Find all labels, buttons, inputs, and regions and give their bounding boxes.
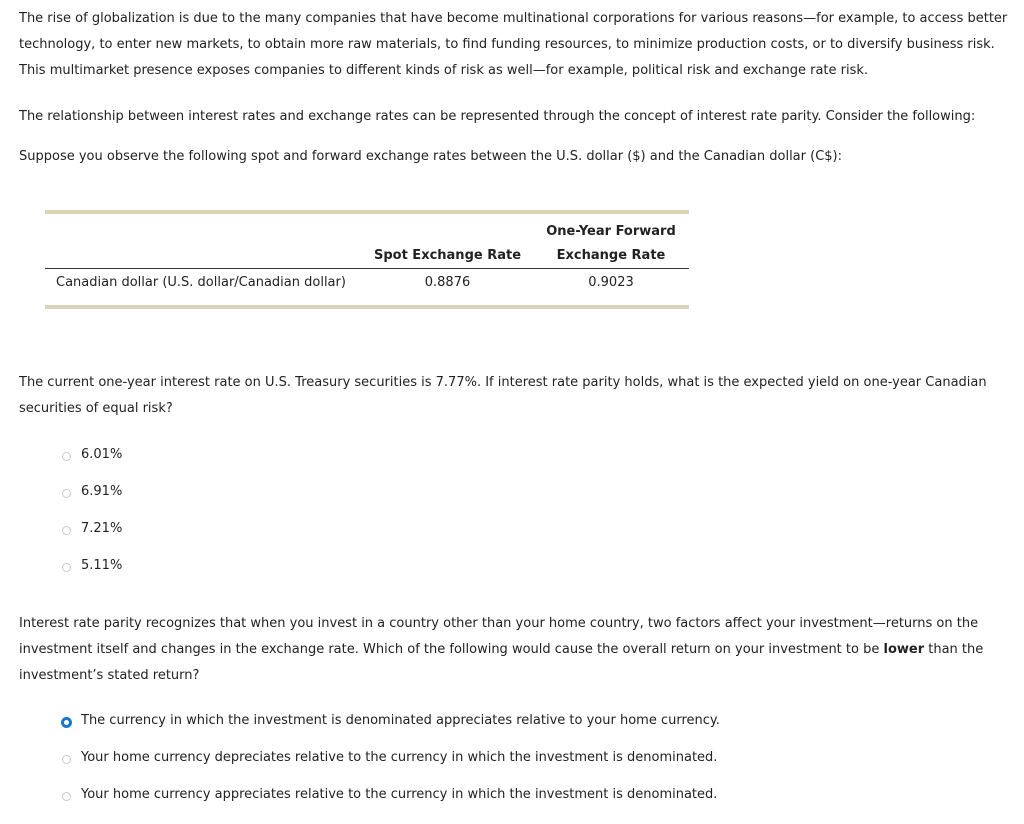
- radio-button[interactable]: [62, 792, 71, 801]
- intro-paragraph: The rise of globalization is due to the many companies that have become multinational corporations for various reasons—for example, to access better technology, to enter new markets, to obtain more raw materials, to find funding resources, to minimize production costs, or to diversify business risk. This multimarket presence exposes companies to different kinds of risk as well—for example, political risk and exchange rate risk.: [19, 11, 1008, 78]
- irp-intro-paragraph: The relationship between interest rates and exchange rates can be represented through the concept of interest rate parity. Consider the following:: [19, 109, 976, 124]
- option-label: Your home currency depreciates relative to the currency in which the investment is denominated.: [81, 750, 718, 765]
- table-top-rule: [45, 210, 689, 214]
- option-label: 5.11%: [81, 558, 123, 573]
- table-header-rule: [45, 268, 689, 269]
- question1-text: The current one-year interest rate on U.S. Treasury securities is 7.77%. If interest rate parity holds, what is the expected yield on one-year Canadian securities of equal risk?: [19, 375, 987, 416]
- q1-option[interactable]: [62, 556, 122, 576]
- forward-value: 0.9023: [588, 275, 634, 290]
- option-label: 6.01%: [81, 447, 123, 462]
- radio-button[interactable]: [62, 755, 71, 764]
- q2-option[interactable]: [62, 711, 720, 731]
- q1-option[interactable]: [62, 519, 122, 539]
- radio-button-selected[interactable]: [61, 717, 72, 728]
- exchange-rate-table: [45, 210, 689, 290]
- question2-text-bold: lower: [883, 642, 925, 657]
- header-forward-line2: Exchange Rate: [556, 248, 666, 263]
- q1-option[interactable]: [62, 445, 122, 465]
- option-label: The currency in which the investment is denominated appreciates relative to your home currency.: [81, 713, 720, 728]
- suppose-paragraph: Suppose you observe the following spot and forward exchange rates between the U.S. dollar ($) and the Canadian dollar (C$):: [19, 149, 842, 164]
- question2-text-before: Interest rate parity recognizes that when you invest in a country other than your home country, two factors affect your investment—returns on the investment itself and changes in the exchange rate. Which of the following would cause the overall return on your investment to be: [19, 616, 979, 657]
- q1-option[interactable]: [62, 482, 122, 502]
- radio-button[interactable]: [62, 489, 71, 498]
- option-label: 6.91%: [81, 484, 123, 499]
- spot-value: 0.8876: [424, 275, 471, 290]
- question2-text-after: than the investment’s stated return?: [19, 642, 984, 683]
- option-label: Your home currency appreciates relative to the currency in which the investment is denominated.: [81, 787, 718, 802]
- row-label: Canadian dollar (U.S. dollar/Canadian dollar): [56, 275, 346, 290]
- table-bottom-rule: [45, 305, 689, 309]
- header-forward-line1: One-Year Forward: [546, 224, 676, 239]
- q2-option[interactable]: [62, 748, 717, 768]
- option-label: 7.21%: [81, 521, 123, 536]
- radio-button[interactable]: [62, 526, 71, 535]
- radio-button[interactable]: [62, 452, 71, 461]
- header-spot: Spot Exchange Rate: [373, 248, 522, 263]
- radio-button[interactable]: [62, 563, 71, 572]
- q2-option[interactable]: [62, 785, 717, 805]
- question2-text: [19, 611, 1019, 689]
